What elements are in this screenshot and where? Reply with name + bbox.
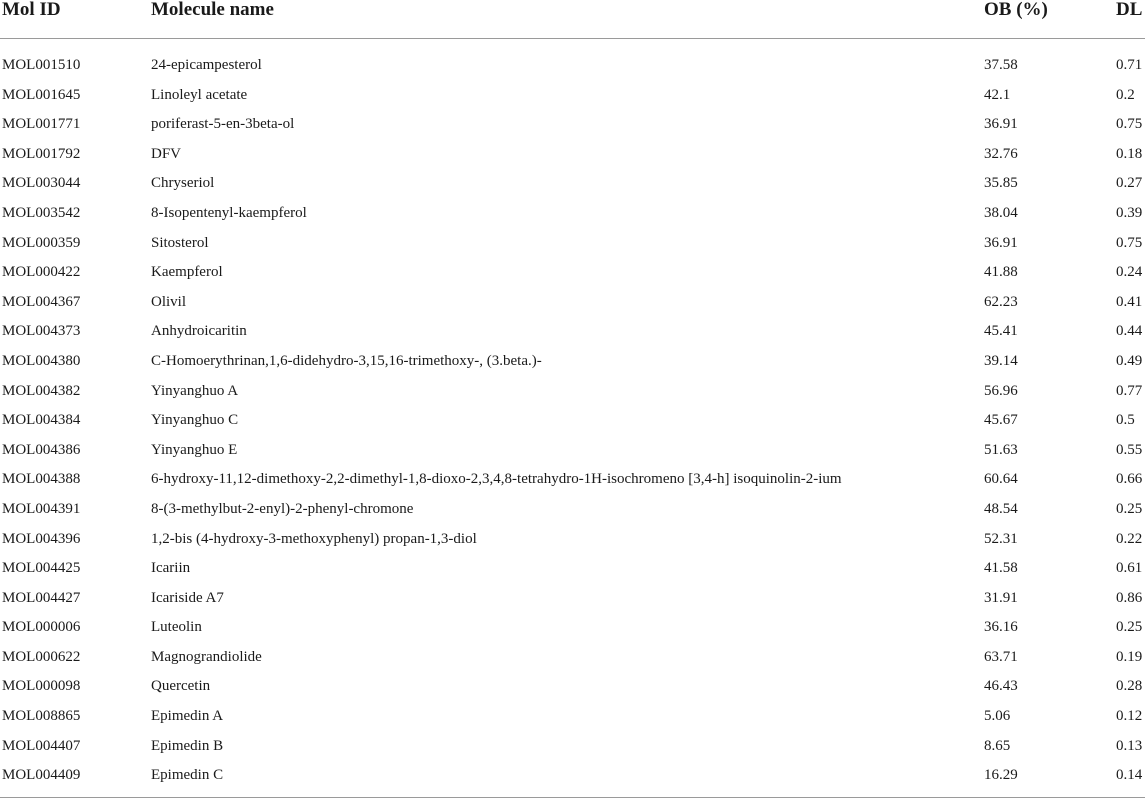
cell-mol-id: MOL004382	[2, 382, 81, 399]
header-dl: DL	[1116, 0, 1143, 20]
cell-dl: 0.12	[1116, 708, 1143, 725]
cell-molecule-name: Luteolin	[151, 619, 202, 636]
cell-mol-id: MOL004380	[2, 352, 81, 369]
cell-dl: 0.66	[1116, 471, 1143, 488]
cell-molecule-name: Magnograndiolide	[151, 648, 262, 665]
table-row	[0, 377, 1145, 407]
cell-dl: 0.14	[1116, 767, 1143, 784]
cell-mol-id: MOL001771	[2, 116, 81, 133]
table-row	[0, 643, 1145, 673]
table-body	[0, 51, 1145, 791]
table-row	[0, 554, 1145, 584]
cell-mol-id: MOL004386	[2, 441, 81, 458]
cell-dl: 0.28	[1116, 678, 1143, 695]
cell-ob: 31.91	[984, 589, 1018, 606]
table-row	[0, 584, 1145, 614]
cell-mol-id: MOL004388	[2, 471, 81, 488]
bottom-rule	[0, 797, 1145, 798]
cell-ob: 37.58	[984, 57, 1018, 73]
cell-dl: 0.41	[1116, 293, 1143, 310]
cell-dl: 0.55	[1116, 441, 1143, 458]
cell-molecule-name: 8-Isopentenyl-kaempferol	[151, 204, 307, 221]
cell-ob: 36.91	[984, 234, 1018, 251]
cell-molecule-name: Icariside A7	[151, 589, 224, 606]
cell-mol-id: MOL004384	[2, 412, 81, 429]
table-row	[0, 702, 1145, 732]
header-mol-id: Mol ID	[2, 0, 61, 20]
cell-molecule-name: Anhydroicaritin	[151, 323, 247, 340]
cell-dl: 0.24	[1116, 264, 1143, 281]
cell-dl: 0.13	[1116, 737, 1143, 754]
cell-mol-id: MOL000622	[2, 648, 81, 665]
cell-dl: 0.19	[1116, 648, 1143, 665]
cell-ob: 16.29	[984, 767, 1018, 784]
cell-mol-id: MOL001645	[2, 86, 81, 103]
cell-mol-id: MOL004373	[2, 323, 81, 340]
table-row	[0, 347, 1145, 377]
cell-dl: 0.39	[1116, 204, 1143, 221]
cell-ob: 60.64	[984, 471, 1018, 488]
cell-molecule-name: Yinyanghuo C	[151, 412, 239, 429]
cell-ob: 5.06	[984, 708, 1011, 725]
cell-mol-id: MOL003542	[2, 204, 81, 221]
cell-dl: 0.61	[1116, 560, 1143, 577]
cell-mol-id: MOL004427	[2, 589, 81, 606]
cell-ob: 46.43	[984, 678, 1018, 695]
cell-ob: 41.58	[984, 560, 1018, 577]
cell-ob: 36.16	[984, 619, 1018, 636]
cell-dl: 0.71	[1116, 57, 1143, 73]
cell-dl: 0.44	[1116, 323, 1143, 340]
cell-mol-id: MOL000422	[2, 264, 81, 281]
header-molecule-name: Molecule name	[151, 0, 274, 20]
cell-ob: 39.14	[984, 352, 1018, 369]
cell-molecule-name: Epimedin C	[151, 767, 224, 784]
table-row	[0, 258, 1145, 288]
cell-mol-id: MOL004425	[2, 560, 81, 577]
cell-mol-id: MOL000006	[2, 619, 81, 636]
table-row	[0, 169, 1145, 199]
cell-ob: 63.71	[984, 648, 1018, 665]
cell-mol-id: MOL001510	[2, 57, 81, 73]
cell-mol-id: MOL004409	[2, 767, 81, 784]
cell-dl: 0.49	[1116, 352, 1143, 369]
cell-dl: 0.75	[1116, 116, 1143, 133]
cell-molecule-name: Quercetin	[151, 678, 211, 695]
table-header	[0, 0, 1145, 39]
cell-molecule-name: Icariin	[151, 560, 191, 577]
cell-dl: 0.5	[1116, 412, 1135, 429]
cell-ob: 32.76	[984, 145, 1018, 162]
cell-ob: 38.04	[984, 204, 1018, 221]
cell-dl: 0.77	[1116, 382, 1143, 399]
cell-ob: 8.65	[984, 737, 1011, 754]
cell-mol-id: MOL003044	[2, 175, 81, 192]
cell-molecule-name: Linoleyl acetate	[151, 86, 248, 103]
cell-ob: 51.63	[984, 441, 1018, 458]
cell-molecule-name: Epimedin B	[151, 737, 224, 754]
cell-ob: 45.67	[984, 412, 1018, 429]
cell-mol-id: MOL004396	[2, 530, 81, 547]
table-row	[0, 51, 1145, 81]
cell-dl: 0.25	[1116, 500, 1143, 517]
cell-ob: 52.31	[984, 530, 1018, 547]
table-row	[0, 288, 1145, 318]
cell-ob: 56.96	[984, 382, 1018, 399]
cell-molecule-name: Yinyanghuo A	[151, 382, 239, 399]
cell-mol-id: MOL004407	[2, 737, 81, 754]
cell-mol-id: MOL001792	[2, 145, 81, 162]
cell-ob: 41.88	[984, 264, 1018, 281]
header-ob: OB (%)	[984, 0, 1048, 20]
cell-molecule-name: 6-hydroxy-11,12-dimethoxy-2,2-dimethyl-1,8-dioxo-2,3,4,8-tetrahydro-1H-isochromeno [3,4-h] isoquinolin-2-ium	[151, 471, 842, 488]
cell-molecule-name: 8-(3-methylbut-2-enyl)-2-phenyl-chromone	[151, 500, 414, 517]
cell-mol-id: MOL008865	[2, 708, 81, 725]
cell-molecule-name: Yinyanghuo E	[151, 441, 238, 458]
table-row	[0, 465, 1145, 495]
table-row	[0, 140, 1145, 170]
cell-mol-id: MOL000098	[2, 678, 81, 695]
table-row	[0, 436, 1145, 466]
cell-dl: 0.22	[1116, 530, 1143, 547]
cell-molecule-name: poriferast-5-en-3beta-ol	[151, 116, 295, 133]
cell-dl: 0.75	[1116, 234, 1143, 251]
cell-molecule-name: 1,2-bis (4-hydroxy-3-methoxyphenyl) propan-1,3-diol	[151, 530, 477, 547]
cell-dl: 0.18	[1116, 145, 1143, 162]
cell-molecule-name: Chryseriol	[151, 175, 215, 192]
cell-ob: 42.1	[984, 86, 1011, 103]
cell-ob: 36.91	[984, 116, 1018, 133]
cell-ob: 35.85	[984, 175, 1018, 192]
table-row	[0, 110, 1145, 140]
cell-ob: 48.54	[984, 500, 1018, 517]
table-row	[0, 761, 1145, 791]
cell-ob: 45.41	[984, 323, 1018, 340]
cell-dl: 0.86	[1116, 589, 1143, 606]
table-row	[0, 672, 1145, 702]
cell-molecule-name: DFV	[151, 145, 182, 162]
cell-mol-id: MOL004391	[2, 500, 81, 517]
cell-dl: 0.2	[1116, 86, 1135, 103]
cell-mol-id: MOL004367	[2, 293, 81, 310]
table-row	[0, 732, 1145, 762]
cell-molecule-name: 24-epicampesterol	[151, 57, 262, 73]
table-row	[0, 406, 1145, 436]
cell-dl: 0.25	[1116, 619, 1143, 636]
cell-molecule-name: Epimedin A	[151, 708, 224, 725]
table-row	[0, 229, 1145, 259]
table-row	[0, 81, 1145, 111]
table-row	[0, 613, 1145, 643]
table-row	[0, 525, 1145, 555]
table-row	[0, 495, 1145, 525]
cell-dl: 0.27	[1116, 175, 1143, 192]
cell-molecule-name: Kaempferol	[151, 264, 223, 281]
table-row	[0, 317, 1145, 347]
cell-molecule-name: Olivil	[151, 293, 187, 310]
cell-molecule-name: C-Homoerythrinan,1,6-didehydro-3,15,16-trimethoxy-, (3.beta.)-	[151, 352, 542, 369]
table-row	[0, 199, 1145, 229]
cell-mol-id: MOL000359	[2, 234, 81, 251]
cell-molecule-name: Sitosterol	[151, 234, 209, 251]
cell-ob: 62.23	[984, 293, 1018, 310]
